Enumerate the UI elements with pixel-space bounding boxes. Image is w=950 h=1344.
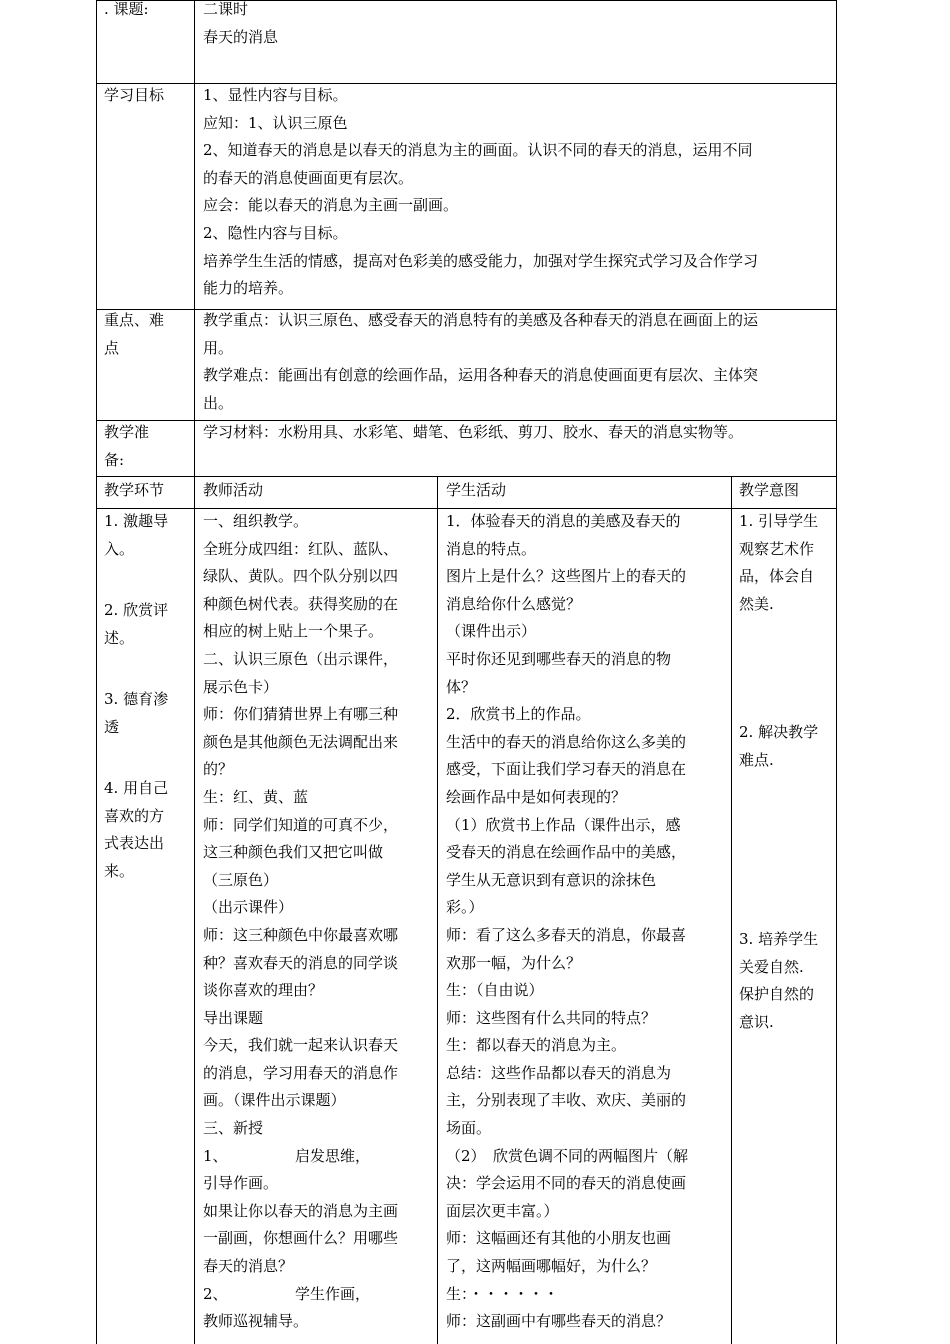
keypoints-content	[203, 307, 758, 417]
objective-line: 培养学生生活的情感，提高对色彩美的感受能力，加强对学生探究式学习及合作学习	[203, 251, 759, 270]
student-line: 总结：这些作品都以春天的消息为	[446, 1063, 672, 1082]
teacher-line: 春天的消息？	[203, 1257, 294, 1276]
student-line: 场面。	[446, 1119, 492, 1138]
student-line: 绘画作品中是如何表现的？	[446, 787, 627, 806]
objective-line: 的春天的消息使画面更有层次。	[203, 168, 414, 187]
teacher-line: 二、认识三原色（出示课件，	[203, 649, 399, 668]
teacher-line: 一副画，你想画什么？用哪些	[203, 1229, 399, 1248]
student-line: 体？	[446, 677, 477, 696]
teacher-line: 生：红、黄、蓝	[203, 787, 309, 806]
student-line: 生：都以春天的消息为主。	[446, 1036, 627, 1055]
teacher-line: （三原色）	[203, 870, 279, 889]
intent-2	[739, 719, 818, 774]
student-line: 受春天的消息在绘画作品中的美感，	[446, 843, 687, 862]
col-divider-student	[731, 476, 732, 1344]
student-line: 面层次更丰富。）	[446, 1201, 559, 1220]
stage-4	[104, 775, 168, 885]
keypoint-line: 教学重点：认识三原色、感受春天的消息特有的美感及各种春天的消息在画面上的运	[203, 311, 759, 329]
stage-line: 喜欢的方	[104, 806, 165, 825]
objective-line: 应会：能以春天的消息为主画一副画。	[203, 196, 459, 215]
teacher-line: 谈你喜欢的理由？	[203, 981, 324, 1000]
header-student: 学生活动	[446, 481, 507, 499]
teacher-line: 引导作画。	[203, 1174, 279, 1193]
topic-content	[203, 0, 278, 51]
student-line: 彩。）	[446, 898, 484, 917]
teacher-line: 今天，我们就一起来认识春天	[203, 1036, 399, 1055]
stage-line: 式表达出	[104, 834, 165, 853]
teacher-line: 全班分成四组：红队、蓝队、	[203, 539, 399, 558]
teacher-line: 导出课题	[203, 1008, 264, 1027]
student-line: 欢那一幅，为什么？	[446, 953, 582, 972]
student-line: 消息给你什么感觉？	[446, 594, 582, 613]
topic-line: 二课时	[203, 0, 249, 18]
teacher-line: 师：同学们知道的可真不少，	[203, 815, 399, 834]
stage-3	[104, 686, 168, 741]
teacher-line: 1、 启发思维，	[203, 1146, 371, 1165]
student-line: 平时你还见到哪些春天的消息的物	[446, 649, 672, 668]
student-line: 决：学会运用不同的春天的消息使画	[446, 1174, 687, 1193]
student-line: 生活中的春天的消息给你这么多美的	[446, 732, 687, 751]
teacher-line: 师：这三种颜色中你最喜欢哪	[203, 925, 399, 944]
keypoints-label-line: 重点、难	[104, 311, 165, 329]
teacher-line: 这三种颜色我们又把它叫做	[203, 843, 384, 862]
stage-line: 入。	[104, 539, 135, 558]
student-line: 师：这些图有什么共同的特点？	[446, 1008, 657, 1027]
student-line: 师：这幅画还有其他的小朋友也画	[446, 1229, 672, 1248]
teacher-line: 2、 学生作画，	[203, 1284, 371, 1303]
stage-line: 2. 欣赏评	[104, 601, 169, 619]
teacher-line: 一、组织教学。	[203, 512, 309, 530]
intent-line: 保护自然的	[739, 985, 815, 1004]
teacher-activities	[203, 508, 398, 1336]
intent-line: 3. 培养学生	[739, 930, 819, 948]
student-line: （2） 欣赏色调不同的两幅图片（解	[446, 1146, 689, 1165]
student-line: 主，分别表现了丰收、欢庆、美丽的	[446, 1091, 687, 1110]
student-line: 2．欣赏书上的作品。	[446, 705, 591, 724]
stage-line: 透	[104, 717, 120, 736]
intent-line: 品，体会自	[739, 567, 815, 586]
student-line: 1．体验春天的消息的美感及春天的	[446, 512, 681, 530]
preparation-line: 学习材料：水粉用具、水彩笔、蜡笔、色彩纸、剪刀、胶水、春天的消息实物等。	[203, 423, 744, 441]
objectives-label: 学习目标	[104, 86, 165, 104]
keypoint-line: 用。	[203, 338, 234, 357]
stage-line: 来。	[104, 861, 135, 880]
objective-line: 1、显性内容与目标。	[203, 86, 348, 104]
teacher-line: 的？	[203, 760, 234, 779]
preparation-label-line: 备:	[104, 450, 125, 469]
stage-2	[104, 597, 168, 652]
intent-line: 2. 解决教学	[739, 723, 819, 741]
student-line: 生：（自由说）	[446, 981, 544, 1000]
intent-line: 关爱自然.	[739, 957, 804, 976]
intent-line: 意识.	[739, 1012, 774, 1031]
objective-line: 2、隐性内容与目标。	[203, 223, 348, 242]
objective-line: 能力的培养。	[203, 279, 294, 298]
student-line: 学生从无意识到有意识的涂抹色	[446, 870, 657, 889]
intent-3	[739, 926, 818, 1036]
stage-line: 3. 德育渗	[104, 690, 169, 708]
student-line: 师：看了这么多春天的消息，你最喜	[446, 925, 687, 944]
border-left	[96, 0, 97, 1344]
border-right	[836, 0, 837, 1344]
col-divider-teacher	[437, 476, 438, 1344]
teacher-line: 绿队、黄队。四个队分别以四	[203, 567, 399, 586]
topic-title: 春天的消息	[203, 27, 279, 46]
teacher-line: 画。（课件出示课题）	[203, 1091, 346, 1110]
teacher-line: 的消息，学习用春天的消息作	[203, 1063, 399, 1082]
teacher-line: 展示色卡）	[203, 677, 279, 696]
preparation-label-line: 教学准	[104, 423, 150, 441]
teacher-line: 种颜色树代表。获得奖励的在	[203, 594, 399, 613]
intent-line: 难点.	[739, 750, 774, 769]
student-line: （1）欣赏书上作品（课件出示，感	[446, 815, 681, 834]
stage-line: 1. 激趣导	[104, 512, 169, 530]
intent-line: 然美.	[739, 594, 774, 613]
keypoints-label	[104, 307, 164, 362]
teacher-line: 三、新授	[203, 1119, 264, 1138]
objectives-content	[203, 82, 758, 303]
preparation-content	[203, 419, 743, 447]
teacher-line: 相应的树上贴上一个果子。	[203, 622, 384, 641]
intent-1	[739, 508, 818, 618]
student-activities	[446, 508, 688, 1336]
intent-line: 观察艺术作	[739, 539, 815, 558]
stage-line: 4. 用自己	[104, 779, 169, 797]
stage-1	[104, 508, 168, 563]
col-divider-label	[194, 0, 195, 1344]
student-line: 生：・・・・・・	[446, 1284, 559, 1303]
teacher-line: 种？喜欢春天的消息的同学谈	[203, 953, 399, 972]
header-stage: 教学环节	[104, 481, 165, 499]
header-teacher: 教师活动	[203, 481, 264, 499]
student-line: （课件出示）	[446, 622, 537, 641]
student-line: 图片上是什么？这些图片上的春天的	[446, 567, 687, 586]
header-intent: 教学意图	[739, 481, 800, 499]
keypoint-line: 出。	[203, 393, 234, 412]
preparation-label	[104, 419, 149, 474]
teacher-line: 如果让你以春天的消息为主画	[203, 1201, 399, 1220]
keypoint-line: 教学难点：能画出有创意的绘画作品，运用各种春天的消息使画面更有层次、主体突	[203, 366, 759, 385]
keypoints-label-line: 点	[104, 338, 120, 357]
objective-line: 2、知道春天的消息是以春天的消息为主的画面。认识不同的春天的消息，运用不同	[203, 141, 753, 160]
objective-line: 应知：1、认识三原色	[203, 113, 348, 132]
stage-line: 述。	[104, 628, 135, 647]
teacher-line: 颜色是其他颜色无法调配出来	[203, 732, 399, 751]
student-line: 了，这两幅画哪幅好，为什么？	[446, 1257, 657, 1276]
student-line: 消息的特点。	[446, 539, 537, 558]
teacher-line: （出示课件）	[203, 898, 294, 917]
student-line: 感受，下面让我们学习春天的消息在	[446, 760, 687, 779]
student-line: 师：这副画中有哪些春天的消息？	[446, 1312, 672, 1331]
intent-line: 1. 引导学生	[739, 512, 819, 530]
teacher-line: 教师巡视辅导。	[203, 1312, 309, 1331]
teacher-line: 师：你们猜猜世界上有哪三种	[203, 705, 399, 724]
topic-label: . 课题:	[104, 0, 149, 18]
